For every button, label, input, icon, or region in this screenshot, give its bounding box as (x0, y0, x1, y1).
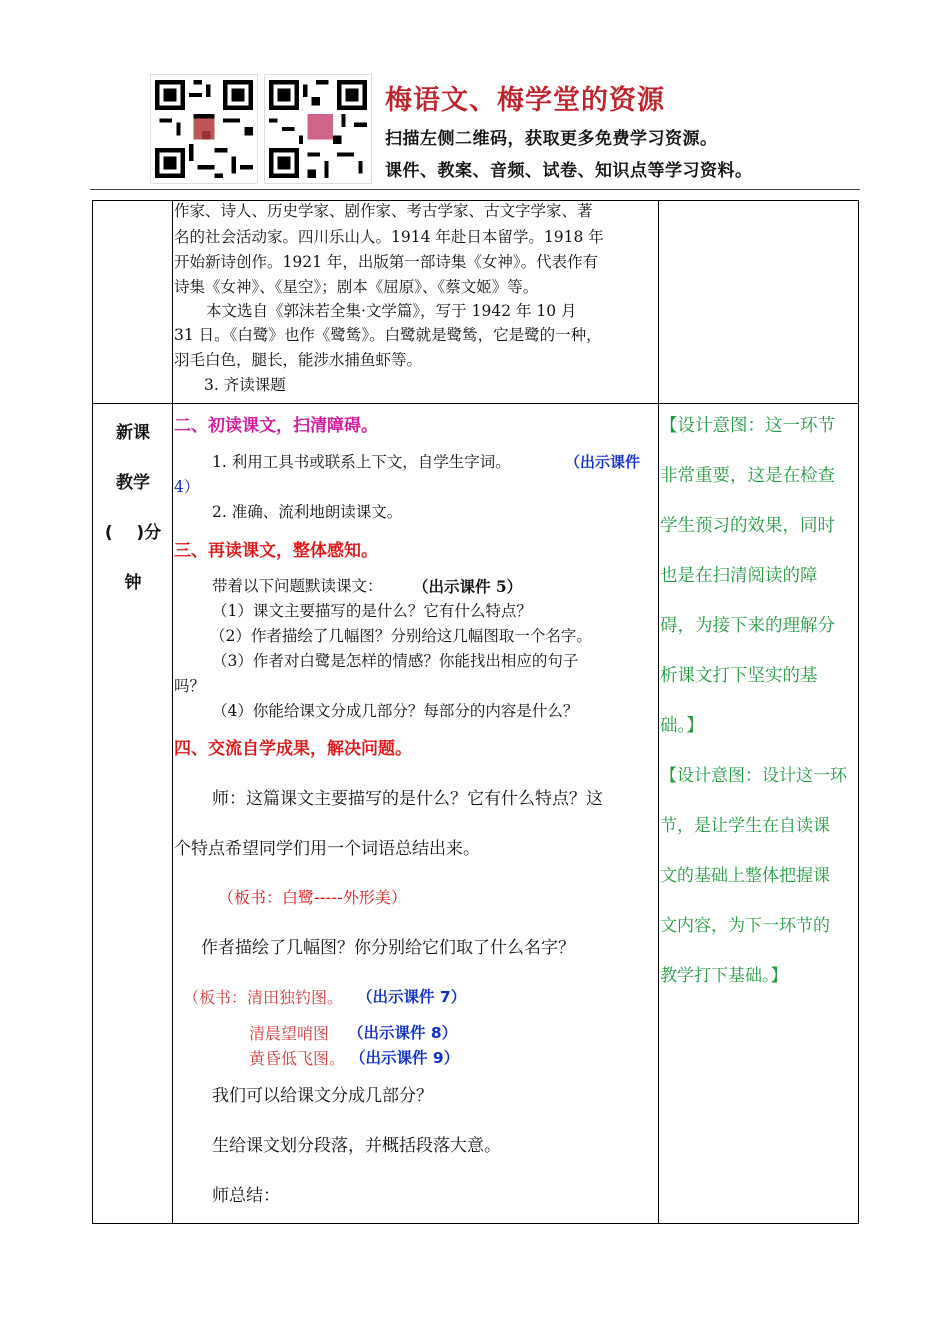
board-note-3: 清晨望哨图 (249, 1024, 330, 1043)
side-label-3: ( )分 (104, 523, 162, 543)
cue-slide-7: （出示课件 7） (357, 988, 467, 1006)
qr-code-1 (150, 74, 258, 184)
intent-line-1: 【设计意图：这一环节 (660, 416, 835, 436)
teacher-question-1b: 个特点希望同学们用一个词语总结出来。 (174, 839, 480, 859)
student-task: 生给课文划分段落，并概括段落大意。 (212, 1136, 501, 1156)
row-divider (92, 403, 859, 404)
top-line-3: 开始新诗创作。1921 年，出版第一部诗集《女神》。代表作有 (174, 253, 599, 271)
question-1: （1）课文主要描写的是什么？它有什么特点？ (212, 602, 532, 620)
top-line-4: 诗集《女神》、《星空》；剧本《屈原》、《蔡文姬》等。 (174, 278, 539, 296)
intent-line-12: 教学打下基础。】 (660, 966, 788, 986)
intent-line-3: 学生预习的效果，同时 (660, 516, 835, 536)
intent-line-6: 析课文打下坚实的基 (660, 666, 818, 686)
side-label-1: 新课 (116, 423, 150, 443)
heading-section-2: 二、初读课文，扫清障碍。 (174, 416, 378, 436)
intent-line-2: 非常重要，这是在检查 (660, 466, 835, 486)
cue-slide-4: （出示课件 (565, 453, 641, 471)
step-2-2: 2. 准确、流利地朗读课文。 (212, 503, 403, 521)
top-line-7: 羽毛白色，腿长，能涉水捕鱼虾等。 (174, 351, 423, 369)
brand-title: 梅语文、梅学堂的资源 (385, 85, 665, 116)
section-3-intro: 带着以下问题默读课文： (212, 577, 383, 595)
column-divider-1 (172, 200, 173, 1224)
side-label-4: 钟 (124, 573, 142, 593)
board-note-4: 黄昏低飞图。 (249, 1049, 346, 1068)
header-divider (90, 189, 860, 190)
intent-line-4: 也是在扫清阅读的障 (660, 566, 818, 586)
intent-line-10: 文的基础上整体把握课 (660, 866, 830, 886)
cue-slide-5: （出示课件 5） (413, 577, 523, 596)
top-line-6: 31 日。《白鹭》也作《鹭鸶》。白鹭就是鹭鸶，它是鹭的一种， (174, 326, 602, 344)
top-line-1: 作家、诗人、历史学家、剧作家、考古学家、古文字学家、著 (174, 202, 593, 220)
qr-code-2 (264, 74, 372, 184)
heading-section-3: 三、再读课文，整体感知。 (174, 541, 378, 561)
intent-line-8: 【设计意图：设计这一环 (660, 766, 847, 786)
teacher-summary: 师总结： (212, 1186, 280, 1206)
intent-line-5: 碍，为接下来的理解分 (660, 616, 835, 636)
question-4: （4）你能给课文分成几部分？每部分的内容是什么？ (212, 702, 579, 720)
teacher-question-3: 我们可以给课文分成几部分？ (212, 1086, 433, 1106)
top-line-8: 3. 齐读课题 (204, 376, 286, 394)
tagline-2: 课件、教案、音频、试卷、知识点等学习资料。 (385, 161, 753, 181)
heading-section-4: 四、交流自学成果，解决问题。 (174, 739, 412, 759)
side-label-2: 教学 (116, 473, 150, 493)
top-line-2: 名的社会活动家。四川乐山人。1914 年赴日本留学。1918 年 (174, 228, 604, 246)
board-note-1: （板书：白鹭-----外形美） (218, 888, 407, 907)
question-3b: 吗？ (174, 677, 206, 695)
cue-slide-8: （出示课件 8） (348, 1024, 458, 1042)
teacher-question-2: 作者描绘了几幅图？你分别给它们取了什么名字？ (201, 938, 575, 958)
teacher-question-1a: 师：这篇课文主要描写的是什么？它有什么特点？这 (212, 789, 603, 809)
question-2: （2）作者描绘了几幅图？分别给这几幅图取一个名字。 (210, 627, 592, 645)
step-2-1: 1. 利用工具书或联系上下文，自学生字词。 (212, 453, 511, 471)
board-note-2: （板书：清田独钓图。 (183, 988, 344, 1007)
intent-line-7: 础。】 (660, 716, 704, 736)
intent-line-11: 文内容，为下一环节的 (660, 916, 830, 936)
intent-line-9: 节，是让学生在自读课 (660, 816, 830, 836)
top-line-5: 本文选自《郭沫若全集·文学篇》，写于 1942 年 10 月 (206, 302, 577, 320)
cue-slide-9: （出示课件 9） (350, 1049, 460, 1067)
question-3a: （3）作者对白鹭是怎样的情感？你能找出相应的句子 (212, 652, 579, 670)
cue-slide-4-number: 4） (174, 478, 200, 496)
column-divider-2 (658, 200, 659, 1224)
tagline-1: 扫描左侧二维码，获取更多免费学习资源。 (385, 129, 718, 149)
